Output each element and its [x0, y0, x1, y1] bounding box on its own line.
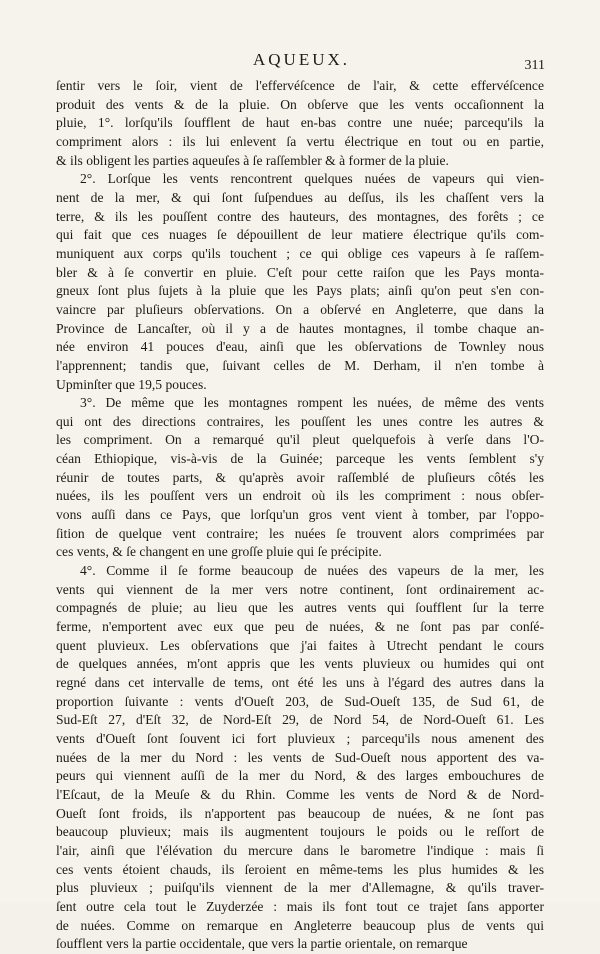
- text-line: l'air, ainſi que l'élévation du mercure dans le barometre l'indique : mais ſi: [56, 842, 544, 858]
- text-line: produit des vents & de la pluie. On obſerve que les vents occaſionnent la: [56, 96, 544, 112]
- text-line: bler & à ſe convertir en pluie. C'eſt pour cette raiſon que les Pays monta-: [56, 264, 544, 280]
- text-line: plus pluvieux ; puiſqu'ils viennent de la mer d'Allemagne, & qu'ils traver-: [56, 880, 544, 896]
- text-line: Upminſter que 19,5 pouces.: [56, 376, 207, 392]
- text-line: compagnés de pluie; au lieu que les autres vents qui ſoufflent ſur la terre: [56, 600, 544, 616]
- text-line: l'apprennent; tandis que, ſuivant celles de M. Derham, il n'en tombe à: [56, 357, 544, 373]
- page-header: [58, 48, 545, 74]
- text-line: terre, & ils les pouſſent contre des hauteurs, des montagnes, des forêts ; ce: [56, 208, 544, 224]
- paragraph: [56, 394, 544, 562]
- text-line: ces vents, & ſe changent en une groſſe pluie qui ſe précipite.: [56, 544, 382, 560]
- text-line: Oueſt ſont froids, ils n'apportent pas beaucoup de nuées, & ne ſont pas: [56, 805, 544, 821]
- paragraph: [56, 77, 544, 170]
- text-line: compriment alors : ils lui enlevent ſa vertu électrique en tout ou en partie,: [56, 133, 544, 149]
- text-line: muniquent aux corps qu'ils touchent ; ce qui oblige ces vapeurs à ſe raſſem-: [56, 245, 544, 261]
- running-title: AQUEUX.: [252, 50, 351, 69]
- text-line: vaincre par pluſieurs obſervations. On a obſervé en Angleterre, que dans la: [56, 301, 544, 317]
- body-text: [56, 77, 544, 954]
- text-line: 2°. Lorſque les vents rencontrent quelques nuées de vapeurs qui vien-: [80, 171, 544, 187]
- text-line: de quelques années, m'ont appris que les vents pluvieux ou humides qui ont: [56, 656, 544, 672]
- text-line: qui ont des directions contraires, les pouſſent les unes contre les autres &: [56, 413, 544, 429]
- text-line: ſent outre cela tout le Zuyderzée : mais ils font tout ce trajet ſans apporter: [56, 898, 544, 914]
- text-line: de nuées. Comme on remarque en Angleterre beaucoup plus de vents qui: [56, 917, 544, 933]
- text-line: réunir de toutes parts, & qu'après avoir raſſemblé de pluſieurs côtés les: [56, 469, 544, 485]
- text-line: vons auſſi dans ce Pays, que lorſqu'un gros vent vient à tomber, par l'oppo-: [56, 507, 544, 523]
- text-line: l'Eſcaut, de la Meuſe & du Rhin. Comme les vents de Nord & de Nord-: [56, 786, 544, 802]
- text-line: regné dans cet intervalle de tems, ont été les uns à l'égard des autres dans la: [56, 675, 544, 690]
- page-number: 311: [524, 58, 545, 73]
- text-line: ſition de quelque vent contraire; les nuées ſe trouvent alors comprimées par: [56, 525, 544, 541]
- text-line: nuées de la mer du Nord : les vents de Sud-Oueſt nous apportent des va-: [56, 749, 544, 765]
- text-line: née environ 41 pouces d'eau, ainſi que les obſervations de Townley nous: [56, 339, 544, 355]
- text-line: gneux ſont plus ſujets à la pluie que les Pays plats; ainſi qu'on peut s'en con-: [56, 283, 544, 299]
- paragraph: [56, 562, 544, 954]
- text-line: les compriment. On a remarqué qu'il pleut quelquefois à verſe dans l'O-: [56, 432, 544, 448]
- text-line: pluie, 1°. lorſqu'ils ſoufflent de haut en-bas contre une nuée; parcequ'ils la: [56, 115, 544, 131]
- text-line: céan Ethiopique, vis-à-vis de la Guinée; parceque les vents ſemblent s'y: [56, 451, 544, 467]
- text-line: 4°. Comme il ſe forme beaucoup de nuées des vapeurs de la mer, les: [80, 563, 544, 579]
- text-line: nuées, ils les pouſſent vers un endroit où ils les compriment : nous obſer-: [56, 488, 544, 504]
- text-line: vents qui viennent de la mer vers notre continent, ſont ordinairement ac-: [56, 581, 544, 597]
- text-line: ferme, n'emportent avec eux que peu de nuées, & ne ſont pas par conſé-: [56, 619, 544, 635]
- text-line: vents d'Oueſt ſont ſouvent ici fort pluvieux ; parcequ'ils nous amenent des: [56, 730, 544, 746]
- text-line: Sud-Eſt 27, d'Eſt 32, de Nord-Eſt 29, de Nord 54, de Nord-Oueſt 61. Les: [56, 712, 544, 728]
- text-line: ſoufflent vers la partie occidentale, que vers la partie orientale, on remarque: [56, 936, 468, 952]
- paragraph: [56, 170, 544, 394]
- text-line: Province de Lancaſter, où il y a de hautes montagnes, il tombe chaque an-: [56, 320, 544, 336]
- text-line: beaucoup pluvieux; mais ils augmentent toujours le poids ou le reſſort de: [56, 824, 544, 840]
- text-line: & ils obligent les parties aqueuſes à ſe raſſembler & à former de la pluie.: [56, 152, 449, 168]
- text-line: ces vents étoient chauds, ils ſeroient en même-tems les plus humides & les: [56, 861, 544, 877]
- text-line: nent de la mer, & qui ſont ſuſpendues au deſſus, ils les chaſſent vers la: [56, 189, 544, 205]
- text-line: quent pluvieux. Les obſervations que j'ai faites à Utrecht pendant le cours: [56, 637, 544, 653]
- text-line: ſentir vers le ſoir, vient de l'effervéſcence de l'air, & cette effervéſcence: [56, 78, 544, 93]
- text-line: proportion ſuivante : vents d'Oueſt 203, de Sud-Oueſt 135, de Sud 61, de: [56, 693, 544, 709]
- text-line: peurs qui viennent auſſi de la mer du Nord, & des larges embouchures de: [56, 768, 544, 784]
- text-line: 3°. De même que les montagnes rompent les nuées, de même des vents: [80, 395, 544, 411]
- text-line: qui fait que ces nuages ſe dépouillent de leur matiere électrique qu'ils com-: [56, 227, 544, 243]
